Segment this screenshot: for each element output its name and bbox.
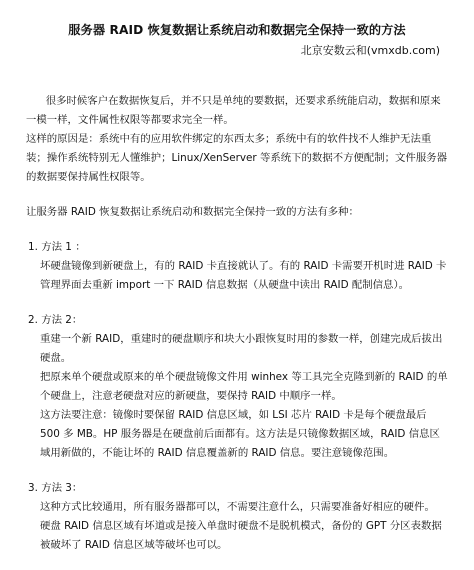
spacer [26,222,448,238]
method-text: 重建一个新 RAID，重建时的硬盘顺序和块大小跟恢复时用的参数一样，创建完成后拔出硬盘。 [40,333,443,364]
document-title: 服务器 RAID 恢复数据让系统启动和数据完全保持一致的方法 [68,23,406,37]
method-text: 坏硬盘镜像到新硬盘上，有的 RAID 卡直接就认了。有的 RAID 卡需要开机时进 RAID 卡管理界面去重新 import 一下 RAID 信息数据（从硬盘中读出 RAID 配制信息）。 [40,260,447,291]
method-heading: 3. 方法 3： [28,482,83,494]
intro-paragraph-2: 这样的原因是：系统中有的应用软件绑定的东西太多；系统中有的软件找不人维护无法重装；操作系统特别无人懂维护；Linux/XenServer 等系统下的数据不方便配制；文件服务器的数据要保持属性权限等。 [26,133,447,183]
methods-lead: 让服务器 RAID 恢复数据让系统启动和数据完全保持一致的方法有多种： [26,206,359,218]
method-section-1 [26,238,448,295]
method-text: 这方法要注意：镜像时要保留 RAID 信息区域，如 LSI 芯片 RAID 卡是每个硬盘最后 500 多 MB。HP 服务器是在硬盘前后面都有。这方法是只镜像数据区域，RAID 信息区域用新做的，不能让坏的 RAID 信息覆盖新的 RAID 信息。要注意镜像范围。 [40,409,440,459]
spacer [26,187,448,203]
spacer [26,463,448,479]
method-section-3 [26,479,448,555]
method-heading: 2. 方法 2： [28,314,83,326]
method-heading: 1. 方法 1 ： [28,241,86,253]
method-section-2 [26,311,448,463]
method-text: 硬盘 RAID 信息区域有坏道或是接入单盘时硬盘不是脱机模式，备份的 GPT 分区表数据被破坏了 RAID 信息区域等破坏也可以。 [40,520,442,551]
document-author: 北京安数云和(vmxdb.com) [300,44,440,57]
method-text: 把原来单个硬盘或原来的单个硬盘镜像文件用 winhex 等工具完全克隆到新的 RAID 的单个硬盘上，注意老硬盘对应的新硬盘，要保持 RAID 中顺序一样。 [40,371,448,402]
method-text: 这种方式比较通用，所有服务器都可以，不需要注意什么，只需要准备好相应的硬件。 [40,501,435,513]
spacer [26,295,448,311]
intro-paragraph-1: 很多时候客户在数据恢复后，并不只是单纯的要数据，还要求系统能启动，数据和原来一模一样，文件属性权限等都要求完全一样。 [26,95,441,126]
document-body [26,92,448,555]
